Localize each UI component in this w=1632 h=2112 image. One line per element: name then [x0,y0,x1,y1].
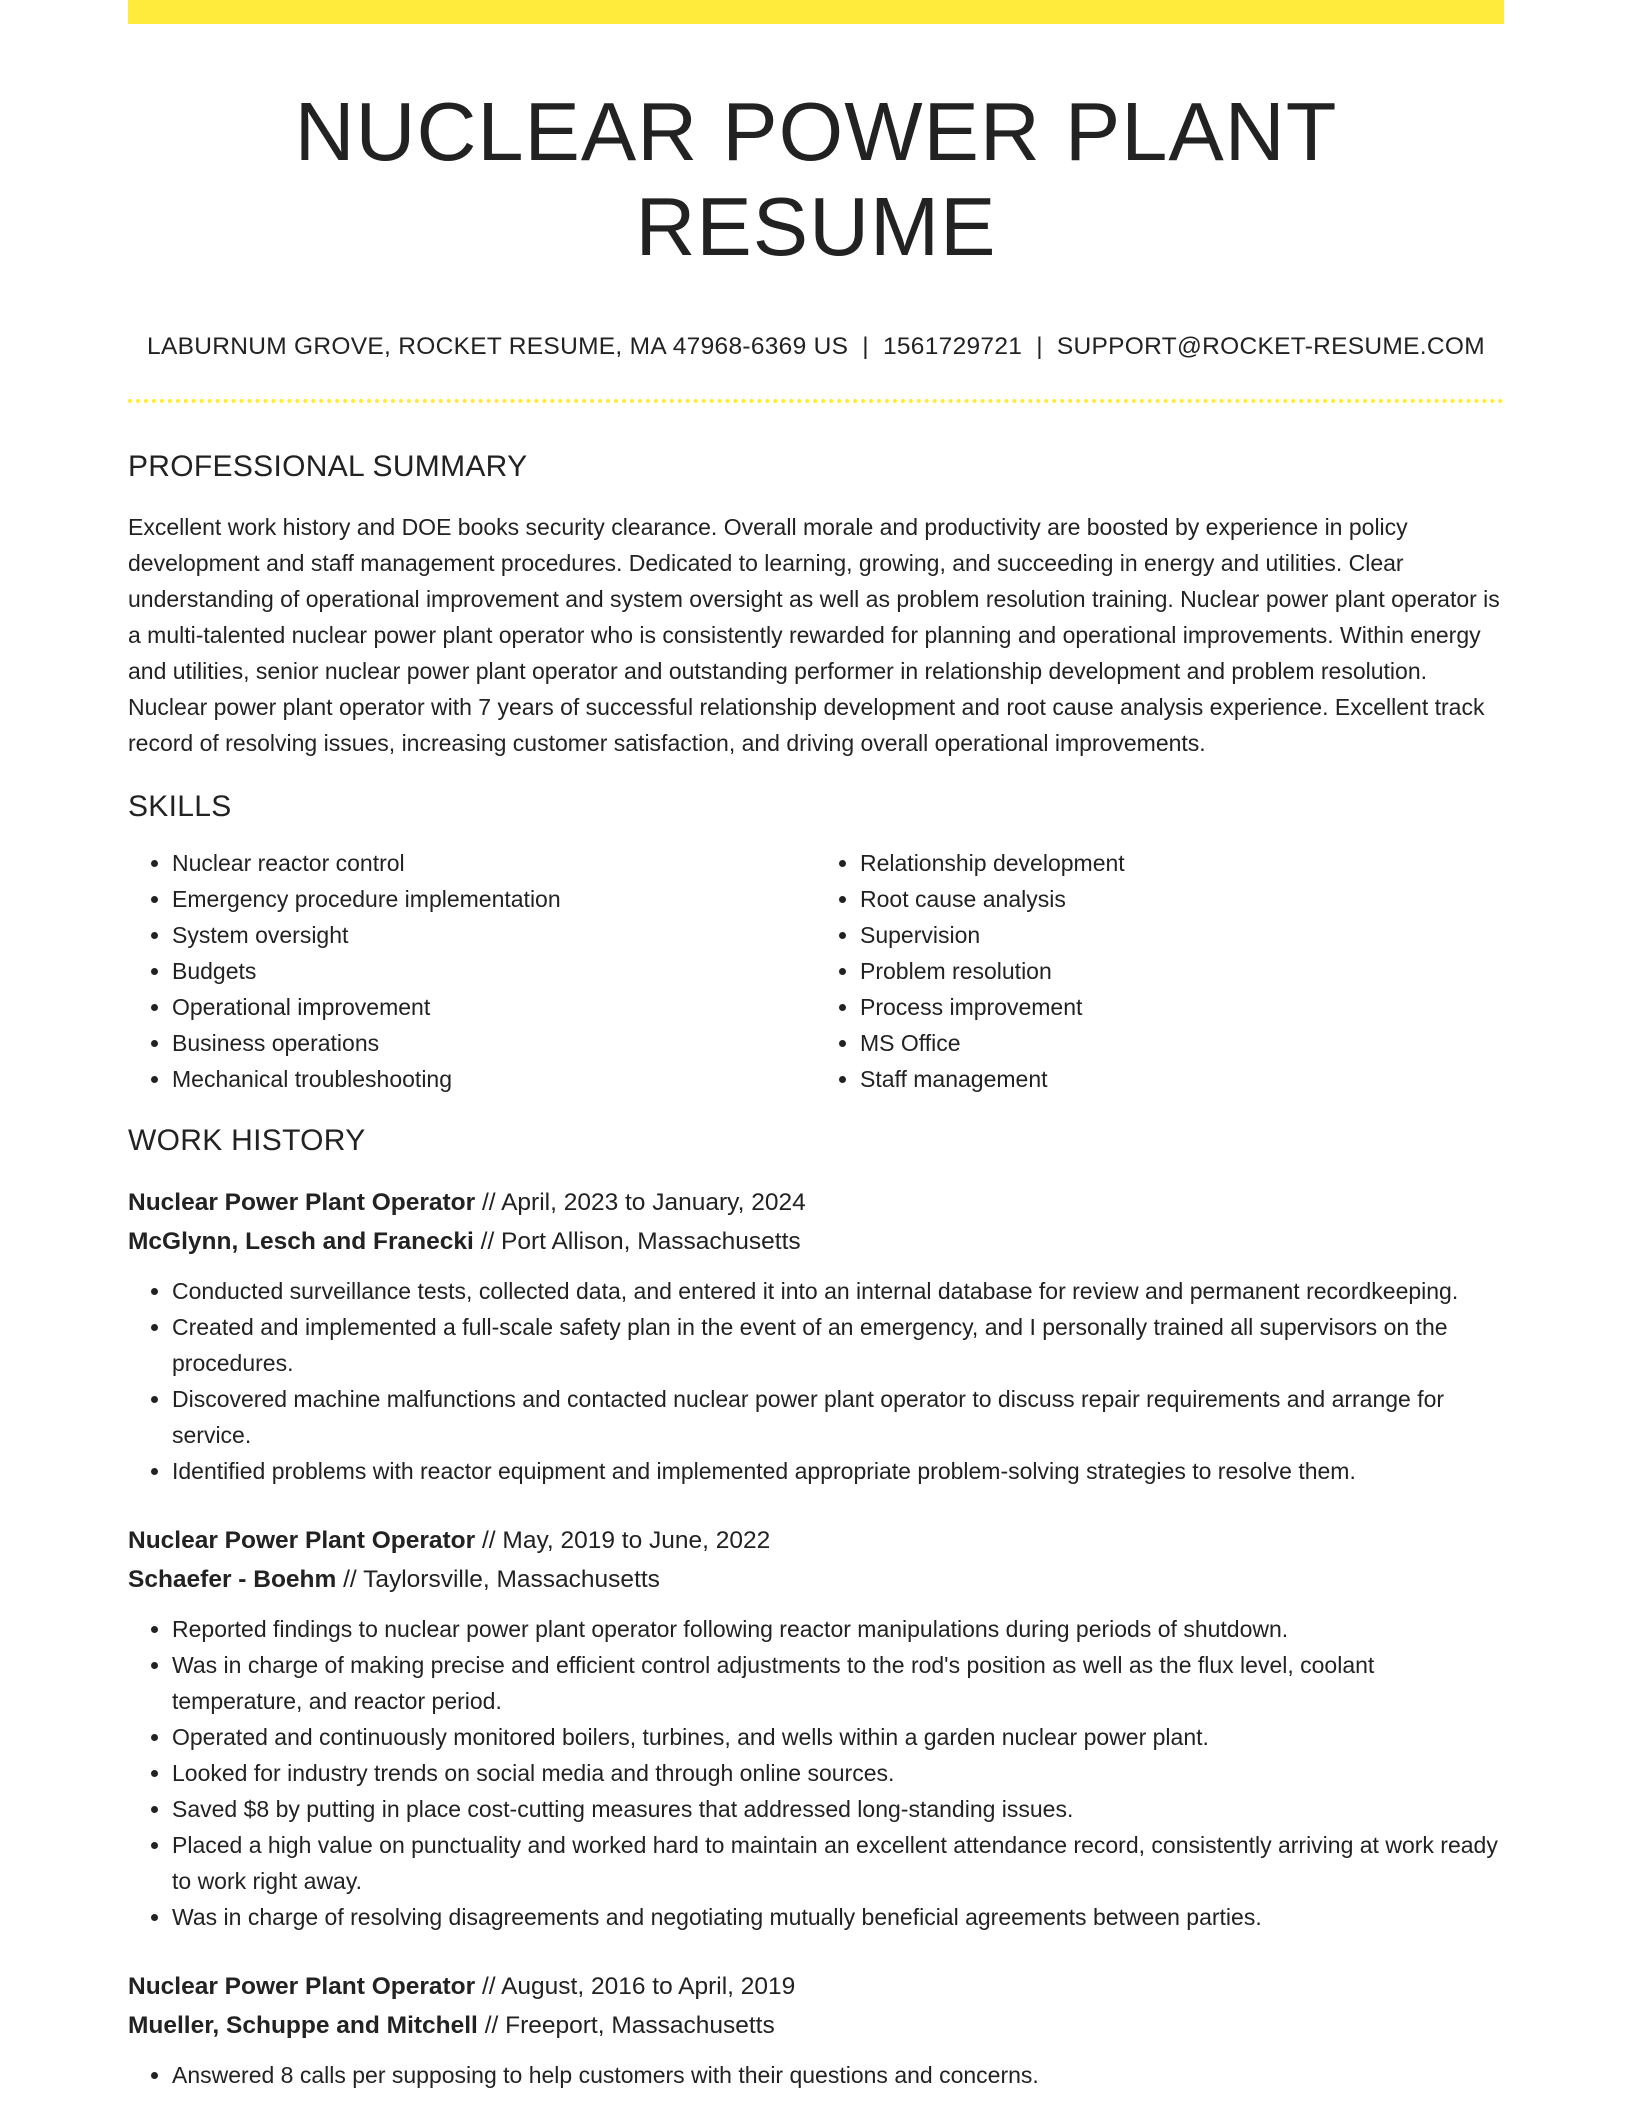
top-accent-bar [128,0,1504,24]
summary-text: Excellent work history and DOE books security clearance. Overall morale and productivity are boosted by experience in policy development and staff management procedures. Dedicated to learning, growing, and succeeding in energy and utilities. Clear understanding of operational improvement and system oversight as well as problem resolution training. Nuclear power plant operator is a multi-talented nuclear power plant operator who is consistently rewarded for planning and operational improvements. Within energy and utilities, senior nuclear power plant operator and outstanding performer in relationship development and problem resolution. Nuclear power plant operator with 7 years of successful relationship development and root cause analysis experience. Excellent track record of resolving issues, increasing customer satisfaction, and driving overall operational improvements. [128,513,1500,756]
contact-phone: 1561729721 [882,332,1023,360]
job-bullet: • Was in charge of resolving disagreements and negotiating mutually beneficial agreements between parties. [172,1899,1504,1935]
job-entry [128,1183,1504,1489]
job-bullets [128,1273,1504,1489]
work-history-heading: WORK HISTORY [128,1123,366,1157]
contact-email: SUPPORT@ROCKET-RESUME.COM [1056,332,1485,360]
job-bullet: • Reported findings to nuclear power plant operator following reactor manipulations during periods of shutdown. [172,1611,1504,1647]
job-bullet: • Looked for industry trends on social media and through online sources. [172,1755,1504,1791]
job-company: Mueller, Schuppe and Mitchell [128,2011,478,2039]
resume-page [128,0,1504,2093]
job-bullet: • Identified problems with reactor equipment and implemented appropriate problem-solving strategies to resolve them. [172,1453,1504,1489]
job-title-line [128,1521,1504,1560]
job-title-line [128,1183,1504,1222]
resume-title: NUCLEAR POWER PLANT RESUME [294,85,1338,274]
contact-address: LABURNUM GROVE, ROCKET RESUME, MA 47968-6369 US [147,332,849,360]
job-bullets [128,1611,1504,1935]
job-dates: // April, 2023 to January, 2024 [482,1188,806,1216]
job-bullet: • Discovered machine malfunctions and contacted nuclear power plant operator to discuss repair requirements and arrange for service. [172,1381,1504,1453]
summary-heading: PROFESSIONAL SUMMARY [128,449,528,483]
skill-item: • Relationship development [860,845,1504,881]
job-dates: // August, 2016 to April, 2019 [482,1972,796,2000]
skill-item: • Problem resolution [860,953,1504,989]
job-location: // Taylorsville, Massachusetts [343,1565,660,1593]
job-dates: // May, 2019 to June, 2022 [482,1526,771,1554]
job-bullet: • Saved $8 by putting in place cost-cutting measures that addressed long-standing issues. [172,1791,1504,1827]
job-location: // Port Allison, Massachusetts [480,1227,801,1255]
job-company-line [128,1222,1504,1261]
skill-item: • Supervision [860,917,1504,953]
job-bullet: • Answered 8 calls per supposing to help customers with their questions and concerns. [172,2057,1504,2093]
skill-item: • Mechanical troubleshooting [172,1061,816,1097]
job-bullet: • Was in charge of making precise and efficient control adjustments to the rod's position as well as the flux level, coolant temperature, and reactor period. [172,1647,1504,1719]
skills-heading: SKILLS [128,789,232,823]
job-entry [128,1967,1504,2093]
job-role: Nuclear Power Plant Operator [128,1526,476,1554]
job-company: Schaefer - Boehm [128,1565,337,1593]
job-company-line [128,2006,1504,2045]
contact-separator: | [862,332,869,360]
skill-item: • Business operations [172,1025,816,1061]
job-company: McGlynn, Lesch and Franecki [128,1227,474,1255]
skill-item: • Operational improvement [172,989,816,1025]
contact-line [128,333,1504,361]
job-bullet: • Operated and continuously monitored boilers, turbines, and wells within a garden nuclear power plant. [172,1719,1504,1755]
job-role: Nuclear Power Plant Operator [128,1972,476,2000]
skills-list [128,845,1504,1097]
skill-item: • Process improvement [860,989,1504,1025]
job-bullets [128,2057,1504,2093]
skill-item: • Emergency procedure implementation [172,881,816,917]
job-location: // Freeport, Massachusetts [484,2011,775,2039]
skill-item: • MS Office [860,1025,1504,1061]
job-bullet: • Conducted surveillance tests, collected data, and entered it into an internal database for review and permanent recordkeeping. [172,1273,1504,1309]
skills-column-right [816,845,1504,1097]
skill-item: • Staff management [860,1061,1504,1097]
header-divider [128,399,1504,403]
contact-separator: | [1036,332,1043,360]
skill-item: • System oversight [172,917,816,953]
job-bullet: • Placed a high value on punctuality and worked hard to maintain an excellent attendance record, consistently arriving at work ready to work right away. [172,1827,1504,1899]
job-company-line [128,1560,1504,1599]
skill-item: • Budgets [172,953,816,989]
job-bullet: • Created and implemented a full-scale safety plan in the event of an emergency, and I personally trained all supervisors on the procedures. [172,1309,1504,1381]
job-title-line [128,1967,1504,2006]
skills-column-left [128,845,816,1097]
job-entry [128,1521,1504,1935]
skill-item: • Nuclear reactor control [172,845,816,881]
skill-item: • Root cause analysis [860,881,1504,917]
job-role: Nuclear Power Plant Operator [128,1188,476,1216]
